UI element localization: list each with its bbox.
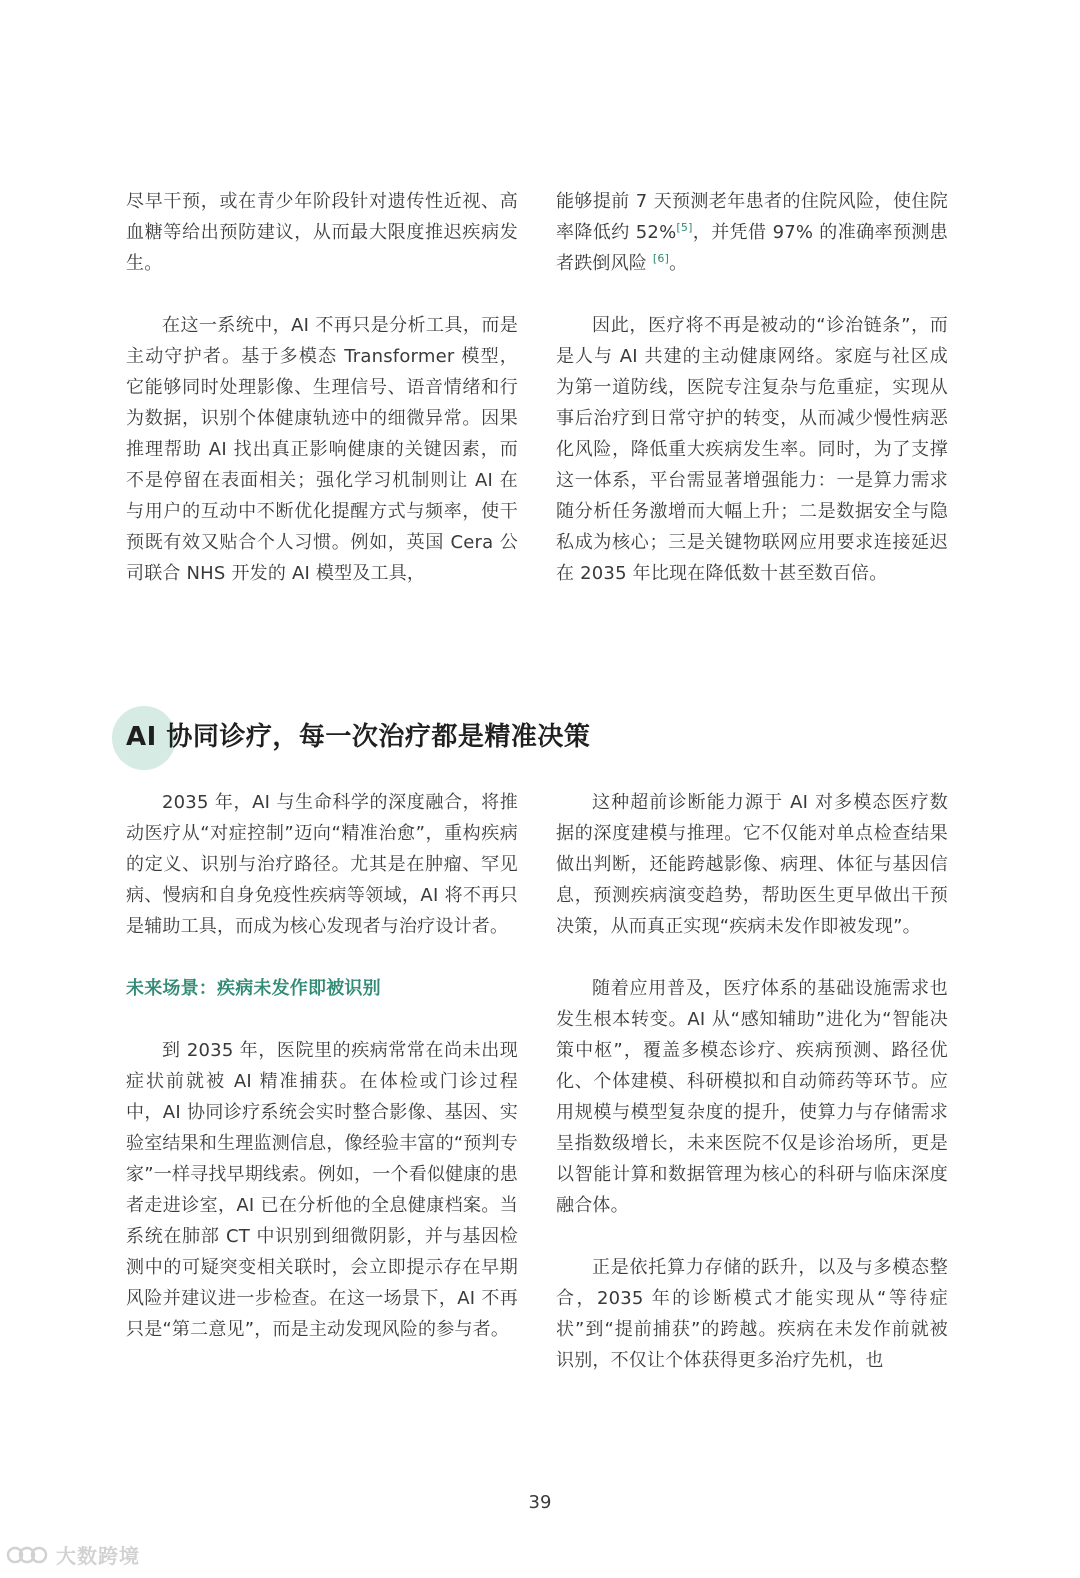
paragraph: 随着应用普及，医疗体系的基础设施需求也发生根本转变。AI 从“感知辅助”进化为“智能决策中枢”，覆盖多模态诊疗、疾病预测、路径优化、个体建模、科研模拟和自动筛药等环节。应用规模与模型复杂度的提升，使算力与存储需求呈指数级增长，未来医院不仅是诊治场所，更是以智能计算和数据管理为核心的科研与临床深度融合体。 bbox=[556, 978, 948, 1216]
watermark-text: 大数跨境 bbox=[56, 1544, 140, 1568]
paragraph-spacer bbox=[126, 942, 518, 973]
paragraph: 尽早干预，或在青少年阶段针对遗传性近视、高血糖等给出预防建议，从而最大限度推迟疾病发生。 bbox=[126, 191, 518, 274]
text-run: ，并凭借 97% 的准确率预测患者跌倒风险 bbox=[556, 222, 948, 274]
paragraph-spacer bbox=[126, 1004, 518, 1035]
top-right-column bbox=[556, 186, 948, 589]
paragraph: 到 2035 年，医院里的疾病常常在尚未出现症状前就被 AI 精准捕获。在体检或门诊过程中，AI 协同诊疗系统会实时整合影像、基因、实验室结果和生理监测信息，像经验丰富的“预判专家”一样寻找早期线索。例如，一个看似健康的患者走进诊室，AI 已在分析他的全息健康档案。当系统在肺部 CT 中识别到细微阴影，并与基因检测中的可疑突变相关联时，会立即提示存在早期风险并建议进一步检查。在这一场景下，AI 不再只是“第二意见”，而是主动发现风险的参与者。 bbox=[126, 1040, 518, 1340]
paragraph-spacer bbox=[556, 1221, 948, 1252]
lower-right-column bbox=[556, 787, 948, 1376]
paragraph: 正是依托算力存储的跃升，以及与多模态整合，2035 年的诊断模式才能实现从“等待症状”到“提前捕获”的跨越。疾病在未发作前就被识别，不仅让个体获得更多治疗先机，也 bbox=[556, 1257, 948, 1371]
paragraph-spacer bbox=[126, 279, 518, 310]
text-run: 能够提前 7 天预测老年患者的住院风险，使住院率降低约 52% bbox=[556, 191, 948, 243]
watermark bbox=[6, 1540, 140, 1569]
paragraph: 2035 年，AI 与生命科学的深度融合，将推动医疗从“对症控制”迈向“精准治愈”，重构疾病的定义、识别与治疗路径。尤其是在肿瘤、罕见病、慢病和自身免疫性疾病等领域，AI 将不再只是辅助工具，而成为核心发现者与治疗设计者。 bbox=[126, 792, 518, 937]
paragraph: 这种超前诊断能力源于 AI 对多模态医疗数据的深度建模与推理。它不仅能对单点检查结果做出判断，还能跨越影像、病理、体征与基因信息，预测疾病演变趋势，帮助医生更早做出干预决策，从而真正实现“疾病未发作即被发现”。 bbox=[556, 792, 948, 937]
subheading: 未来场景：疾病未发作即被识别 bbox=[126, 978, 381, 999]
page-number: 39 bbox=[528, 1492, 552, 1513]
text-run: 。 bbox=[669, 253, 688, 274]
watermark-logo-icon bbox=[6, 1542, 50, 1568]
lower-left-column bbox=[126, 787, 518, 1345]
reference-mark[interactable]: [5] bbox=[676, 221, 693, 234]
paragraph bbox=[556, 186, 948, 279]
paragraph-spacer bbox=[556, 942, 948, 973]
top-left-column bbox=[126, 186, 518, 589]
section-title: AI 协同诊疗，每一次治疗都是精准决策 bbox=[126, 722, 591, 752]
paragraph: 因此，医疗将不再是被动的“诊治链条”，而是人与 AI 共建的主动健康网络。家庭与社区成为第一道防线，医院专注复杂与危重症，实现从事后治疗到日常守护的转变，从而减少慢性病恶化风险，降低重大疾病发生率。同时，为了支撑这一体系，平台需显著增强能力：一是算力需求随分析任务激增而大幅上升；二是数据安全与隐私成为核心；三是关键物联网应用要求连接延迟在 2035 年比现在降低数十甚至数百倍。 bbox=[556, 315, 948, 584]
reference-mark[interactable]: [6] bbox=[652, 252, 670, 265]
paragraph: 在这一系统中，AI 不再只是分析工具，而是主动守护者。基于多模态 Transformer 模型，它能够同时处理影像、生理信号、语音情绪和行为数据，识别个体健康轨迹中的细微异常。因果推理帮助 AI 找出真正影响健康的关键因素，而不是停留在表面相关；强化学习机制则让 AI 在与用户的互动中不断优化提醒方式与频率，使干预既有效又贴合个人习惯。例如，英国 Cera 公司联合 NHS 开发的 AI 模型及工具， bbox=[126, 315, 518, 584]
paragraph-spacer bbox=[556, 279, 948, 310]
